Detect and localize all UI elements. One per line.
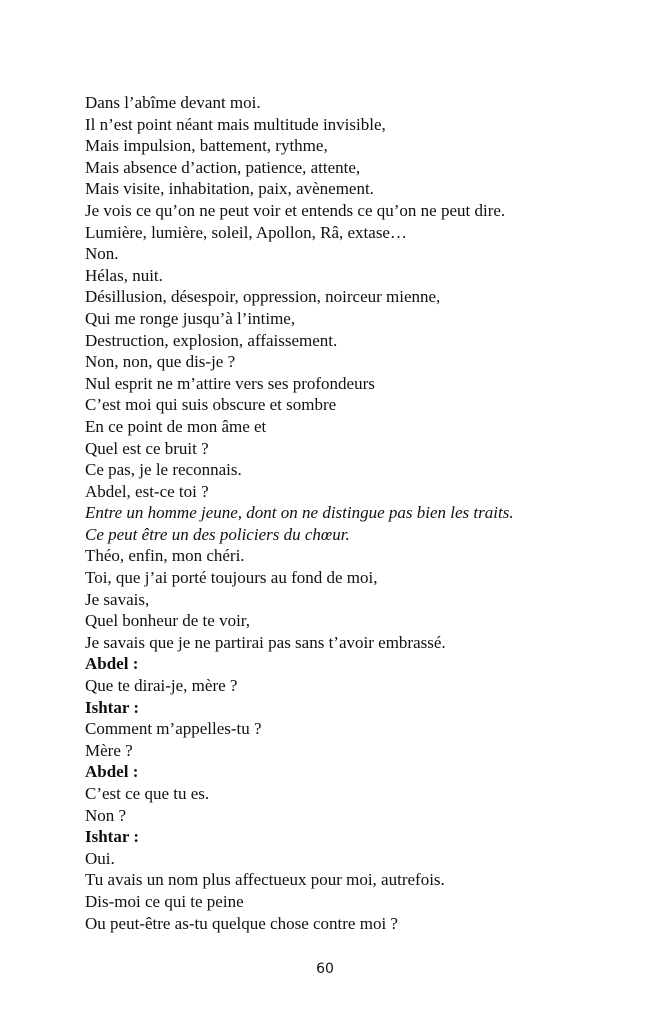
text-line: Non. <box>85 244 119 264</box>
text-line: Je vois ce qu’on ne peut voir et entends ce qu’on ne peut dire. <box>85 200 506 220</box>
text-line: Dans l’abîme devant moi. <box>85 93 261 112</box>
text-line: Je savais que je ne partirai pas sans t’avoir embrassé. <box>85 632 446 652</box>
text-line: Dis-moi ce qui te peine <box>85 891 244 911</box>
stage-direction-line: Entre un homme jeune, dont on ne distingue pas bien les traits. <box>85 503 514 523</box>
speaker-name: Ishtar : <box>85 827 139 847</box>
text-line: Tu avais un nom plus affectueux pour moi, autrefois. <box>85 870 445 890</box>
text-line: Non, non, que dis-je ? <box>85 352 236 372</box>
text-line: Mais impulsion, battement, rythme, <box>85 136 328 156</box>
text-line: Mais absence d’action, patience, attente, <box>85 157 361 177</box>
text-line: Toi, que j’ai porté toujours au fond de moi, <box>85 568 378 588</box>
stage-direction-line: Ce peut être un des policiers du chœur. <box>85 524 350 544</box>
text-line: Non ? <box>85 805 127 825</box>
text-line: C’est moi qui suis obscure et sombre <box>85 395 337 415</box>
text-line: Destruction, explosion, affaissement. <box>85 330 338 350</box>
text-line: Je savais, <box>85 589 150 609</box>
text-line: Mais visite, inhabitation, paix, avènement. <box>85 179 374 199</box>
text-line: Nul esprit ne m’attire vers ses profondeurs <box>85 373 375 393</box>
text-line: Mère ? <box>85 740 133 760</box>
text-line: Oui. <box>85 848 115 868</box>
text-line: Désillusion, désespoir, oppression, noirceur mienne, <box>85 287 441 307</box>
play-text-body <box>85 92 605 934</box>
text-line: Ce pas, je le reconnais. <box>85 460 242 480</box>
text-line: Hélas, nuit. <box>85 265 163 285</box>
text-line: Ou peut-être as-tu quelque chose contre moi ? <box>85 913 398 933</box>
text-line: Abdel, est-ce toi ? <box>85 481 209 501</box>
text-line: Il n’est point néant mais multitude invisible, <box>85 114 386 134</box>
text-line: Théo, enfin, mon chéri. <box>85 546 245 566</box>
page-number: 60 <box>316 961 334 977</box>
text-line: Comment m’appelles-tu ? <box>85 719 262 739</box>
speaker-name: Abdel : <box>85 654 139 674</box>
text-line: Que te dirai-je, mère ? <box>85 676 238 696</box>
speaker-name: Ishtar : <box>85 697 139 717</box>
text-line: Quel est ce bruit ? <box>85 438 209 458</box>
text-line: Qui me ronge jusqu’à l’intime, <box>85 308 296 328</box>
text-line: C’est ce que tu es. <box>85 784 210 803</box>
text-line: Quel bonheur de te voir, <box>85 611 251 631</box>
speaker-name: Abdel : <box>85 762 139 782</box>
text-line: En ce point de mon âme et <box>85 416 267 436</box>
text-line: Lumière, lumière, soleil, Apollon, Râ, extase… <box>85 222 407 242</box>
